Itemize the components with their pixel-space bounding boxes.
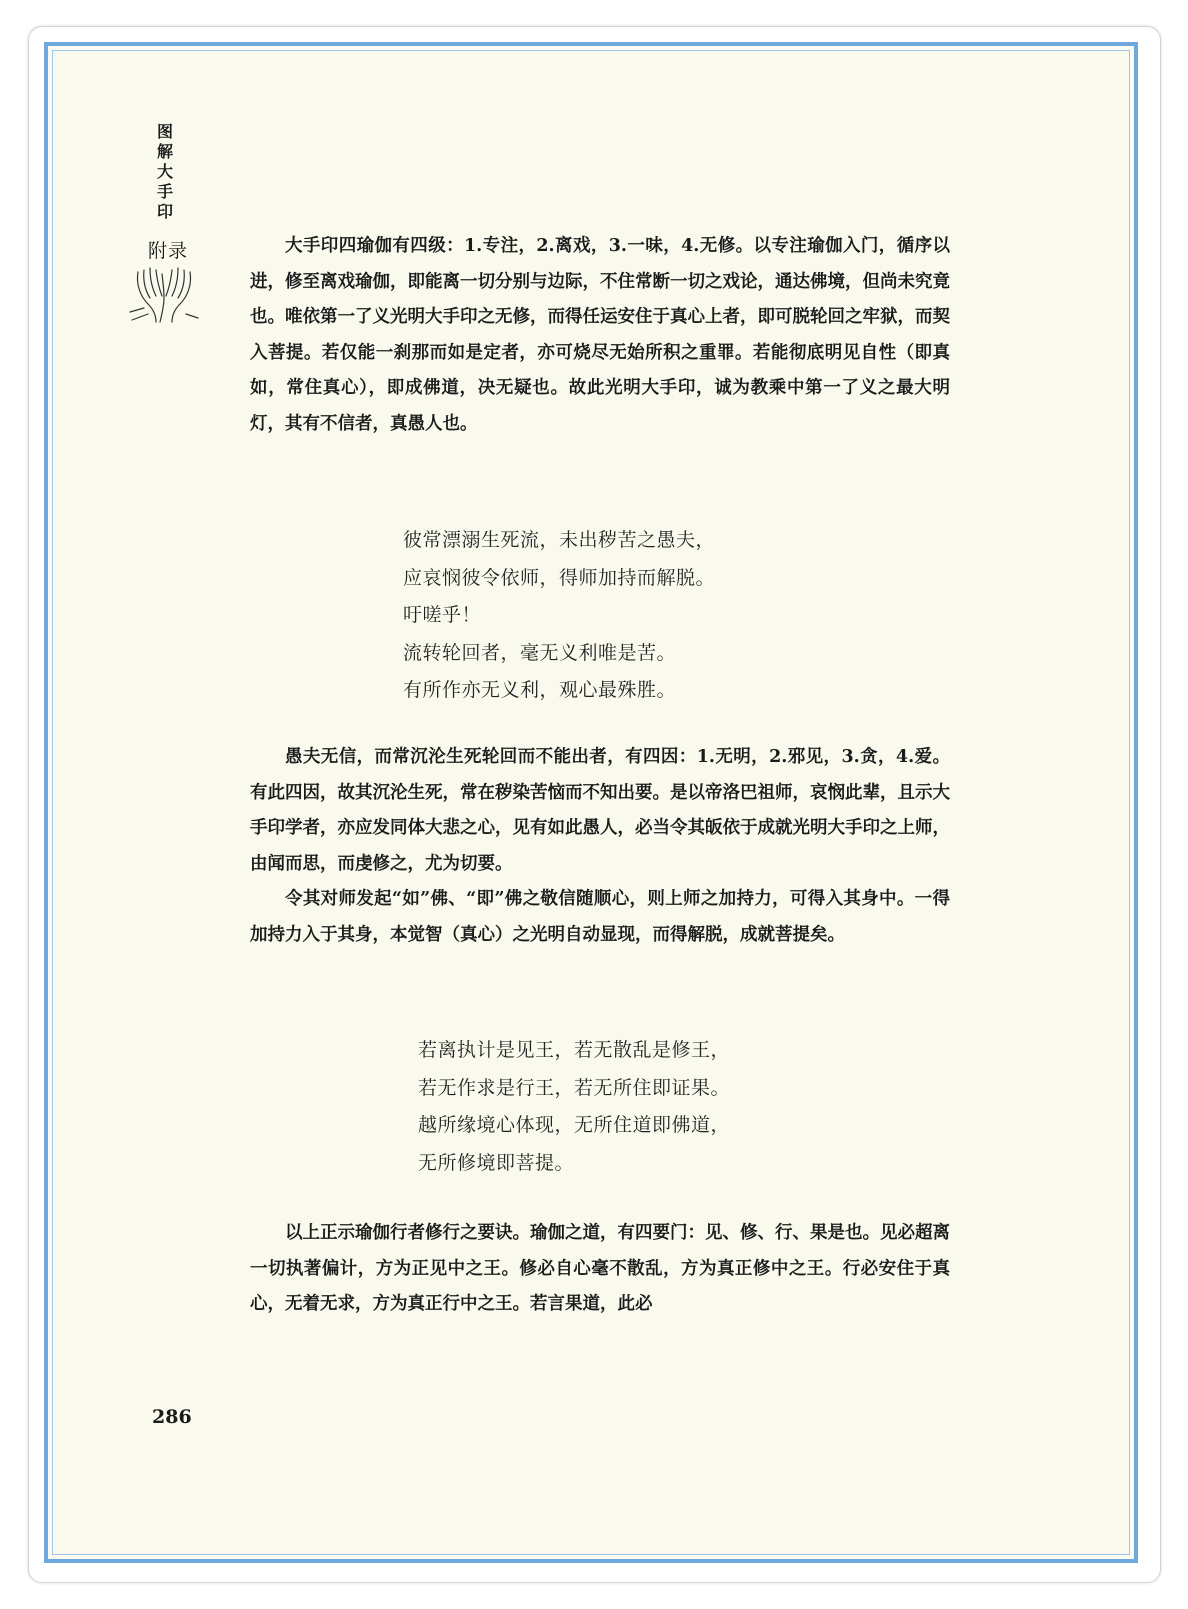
praying-hands-icon (126, 262, 202, 326)
verse-block-2 (418, 1032, 730, 1182)
verse-line: 若无作求是行王，若无所住即证果。 (418, 1076, 731, 1099)
paragraph-text: 大手印四瑜伽有四级：1.专注，2.离戏，3.一味，4.无修。以专注瑜伽入门，循序以进，修至离戏瑜伽，即能离一切分别与边际，不住常断一切之戏论，通达佛境，但尚未究竟也。唯依第一了义光明大手印之无修，而得任运安住于真心上者，即可脱轮回之牢狱，而契入菩提。若仅能一刹那而如是定者，亦可烧尽无始所积之重罪。若能彻底明见自性（即真如，常住真心），即成佛道，决无疑也。故此光明大手印，诚为教乘中第一了义之最大明灯，其有不信者，真愚人也。 (250, 236, 950, 434)
paragraph-four-causes (250, 740, 950, 953)
paragraph-text: 令其对师发起“如”佛、“即”佛之敬信随顺心，则上师之加持力，可得入其身中。一得加持力入于其身，本觉智（真心）之光明自动显现，而得解脱，成就菩提矣。 (250, 889, 950, 945)
verse-line: 无所修境即菩提。 (418, 1151, 575, 1174)
paragraph-four-gates (250, 1216, 950, 1323)
verse-line: 彼常漂溺生死流，未出秽苦之愚夫， (403, 529, 716, 551)
page-number: 286 (152, 1406, 192, 1428)
paragraph-intro (250, 229, 950, 442)
section-label: 附录 (148, 240, 189, 262)
verse-block-1 (403, 522, 715, 710)
verse-line: 越所缘境心体现，无所住道即佛道， (418, 1114, 731, 1136)
verse-line: 若离执计是见王，若无散乱是修王， (418, 1039, 731, 1061)
verse-line: 应哀悯彼令依师，得师加持而解脱。 (403, 566, 716, 589)
paragraph-text: 愚夫无信，而常沉沦生死轮回而不能出者，有四因：1.无明，2.邪见，3.贪，4.爱。有此四因，故其沉沦生死，常在秽染苦恼而不知出要。是以帝洛巴祖师，哀悯此辈，且示大手印学者，亦应发同体大悲之心，见有如此愚人，必当令其皈依于成就光明大手印之上师，由闻而思，而虔修之，尤为切要。 (250, 747, 950, 874)
paragraph-text: 以上正示瑜伽行者修行之要诀。瑜伽之道，有四要门：见、修、行、果是也。见必超离一切执著偏计，方为正见中之王。修必自心毫不散乱，方为真正修中之王。行必安住于真心，无着无求，方为真正行中之王。若言果道，此必 (250, 1223, 950, 1314)
verse-line: 有所作亦无义利，观心最殊胜。 (403, 679, 677, 701)
verse-line: 吁嗟乎！ (403, 604, 482, 626)
verse-line: 流转轮回者，毫无义利唯是苦。 (403, 641, 677, 664)
book-title: 图解大手印 (156, 122, 173, 221)
